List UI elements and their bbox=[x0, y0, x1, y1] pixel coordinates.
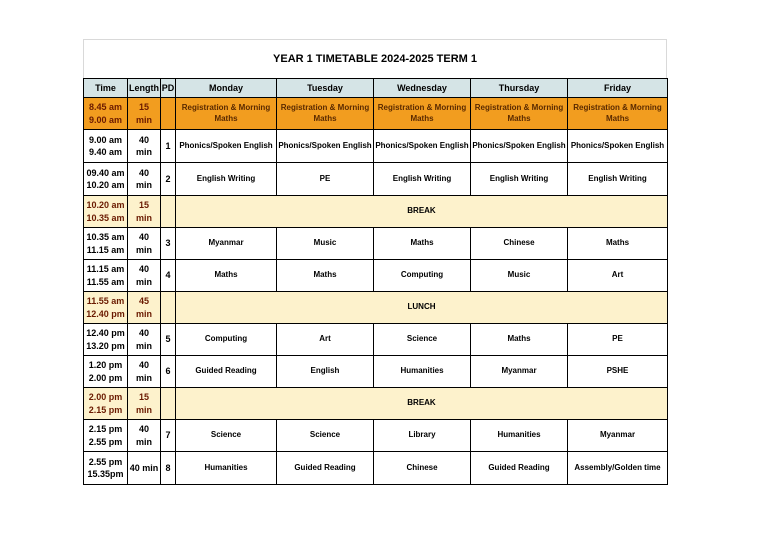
lesson-tuesday: Music bbox=[277, 228, 374, 260]
time-end: 2.15 pm bbox=[88, 404, 123, 415]
lesson-tuesday: Maths bbox=[277, 260, 374, 292]
length-unit: min bbox=[135, 180, 152, 190]
length-value: 40 bbox=[138, 264, 149, 275]
time-cell bbox=[84, 163, 128, 196]
lesson-wednesday: Computing bbox=[374, 260, 471, 292]
lesson-friday: Phonics/Spoken English bbox=[568, 130, 668, 163]
timetable-row bbox=[84, 388, 668, 420]
period-cell: 5 bbox=[161, 324, 176, 356]
lesson-thursday: Humanities bbox=[471, 420, 568, 452]
length-cell bbox=[128, 98, 161, 130]
length-unit: min bbox=[135, 372, 152, 383]
length-cell bbox=[128, 356, 161, 388]
period-cell: 7 bbox=[161, 420, 176, 452]
time-end: 10.20 am bbox=[86, 180, 125, 190]
time-cell bbox=[84, 388, 128, 420]
lesson-thursday: English Writing bbox=[471, 163, 568, 196]
length-cell bbox=[128, 324, 161, 356]
timetable-row bbox=[84, 196, 668, 228]
length-unit: min bbox=[135, 276, 152, 287]
lesson-tuesday: Registration & Morning Maths bbox=[277, 98, 374, 130]
header-time: Time bbox=[84, 79, 128, 98]
length-value: 40 bbox=[138, 134, 149, 145]
period-cell: 1 bbox=[161, 130, 176, 163]
timetable-row bbox=[84, 98, 668, 130]
time-end: 9.40 am bbox=[88, 147, 123, 157]
length-unit: min bbox=[135, 212, 152, 223]
lesson-friday: PSHE bbox=[568, 356, 668, 388]
header-tuesday: Tuesday bbox=[277, 79, 374, 98]
period-cell bbox=[161, 388, 176, 420]
time-start: 1.20 pm bbox=[88, 360, 123, 371]
break-label: BREAK bbox=[176, 388, 668, 420]
time-end: 13.20 pm bbox=[86, 340, 125, 351]
lesson-friday: Assembly/Golden time bbox=[568, 452, 668, 485]
period-cell: 6 bbox=[161, 356, 176, 388]
lesson-thursday: Chinese bbox=[471, 228, 568, 260]
length-unit: min bbox=[135, 308, 152, 319]
timetable-sheet bbox=[83, 39, 667, 485]
timetable-row bbox=[84, 324, 668, 356]
length-cell bbox=[128, 228, 161, 260]
period-cell: 8 bbox=[161, 452, 176, 485]
length-unit: min bbox=[135, 404, 152, 415]
lesson-monday: English Writing bbox=[176, 163, 277, 196]
time-start: 2.00 pm bbox=[88, 392, 123, 403]
lesson-monday: Myanmar bbox=[176, 228, 277, 260]
time-cell bbox=[84, 130, 128, 163]
lesson-tuesday: English bbox=[277, 356, 374, 388]
time-end: 9.00 am bbox=[88, 114, 123, 125]
lesson-thursday: Myanmar bbox=[471, 356, 568, 388]
length-cell bbox=[128, 420, 161, 452]
lesson-wednesday: Maths bbox=[374, 228, 471, 260]
time-cell bbox=[84, 420, 128, 452]
time-cell bbox=[84, 324, 128, 356]
timetable-row bbox=[84, 130, 668, 163]
length-value: 40 bbox=[138, 360, 149, 371]
time-start: 11.55 am bbox=[86, 296, 125, 307]
header-length: Length bbox=[128, 79, 161, 98]
header-pd: PD bbox=[161, 79, 176, 98]
lesson-thursday: Guided Reading bbox=[471, 452, 568, 485]
timetable-row bbox=[84, 228, 668, 260]
length-value: 40 bbox=[138, 424, 149, 435]
lesson-monday: Computing bbox=[176, 324, 277, 356]
time-start: 8.45 am bbox=[88, 102, 123, 113]
lesson-friday: Maths bbox=[568, 228, 668, 260]
header-wednesday: Wednesday bbox=[374, 79, 471, 98]
lesson-wednesday: Humanities bbox=[374, 356, 471, 388]
time-end: 11.15 am bbox=[86, 244, 125, 255]
lesson-monday: Maths bbox=[176, 260, 277, 292]
time-end: 2.00 pm bbox=[88, 372, 123, 383]
lesson-monday: Phonics/Spoken English bbox=[176, 130, 277, 163]
length-value: 15 bbox=[138, 102, 149, 113]
length-cell bbox=[128, 388, 161, 420]
time-start: 2.55 pm bbox=[88, 456, 123, 467]
lesson-wednesday: Chinese bbox=[374, 452, 471, 485]
header-row bbox=[84, 79, 668, 98]
time-start: 10.20 am bbox=[86, 200, 125, 211]
length-unit: min bbox=[135, 436, 152, 447]
lesson-monday: Science bbox=[176, 420, 277, 452]
timetable-title: YEAR 1 TIMETABLE 2024-2025 TERM 1 bbox=[83, 39, 667, 78]
header-thursday: Thursday bbox=[471, 79, 568, 98]
length-cell bbox=[128, 260, 161, 292]
period-cell: 3 bbox=[161, 228, 176, 260]
time-start: 9.00 am bbox=[88, 134, 123, 145]
lesson-thursday: Registration & Morning Maths bbox=[471, 98, 568, 130]
timetable-row bbox=[84, 420, 668, 452]
length-value: 15 bbox=[138, 200, 149, 211]
length-unit: min bbox=[135, 114, 152, 125]
lesson-monday: Guided Reading bbox=[176, 356, 277, 388]
length-cell bbox=[128, 196, 161, 228]
period-cell bbox=[161, 292, 176, 324]
time-end: 10.35 am bbox=[86, 212, 125, 223]
length-value: 15 bbox=[138, 392, 149, 403]
period-cell bbox=[161, 98, 176, 130]
time-start: 12.40 pm bbox=[86, 328, 125, 339]
period-cell: 4 bbox=[161, 260, 176, 292]
break-label: LUNCH bbox=[176, 292, 668, 324]
time-cell bbox=[84, 228, 128, 260]
time-end: 2.55 pm bbox=[88, 436, 123, 447]
header-friday: Friday bbox=[568, 79, 668, 98]
lesson-wednesday: Library bbox=[374, 420, 471, 452]
lesson-tuesday: PE bbox=[277, 163, 374, 196]
lesson-tuesday: Art bbox=[277, 324, 374, 356]
time-start: 11.15 am bbox=[86, 264, 125, 275]
timetable-row bbox=[84, 260, 668, 292]
lesson-wednesday: English Writing bbox=[374, 163, 471, 196]
time-start: 09.40 am bbox=[86, 167, 125, 178]
length-unit: min bbox=[135, 244, 152, 255]
lesson-thursday: Music bbox=[471, 260, 568, 292]
lesson-friday: English Writing bbox=[568, 163, 668, 196]
time-end: 12.40 pm bbox=[86, 308, 125, 319]
timetable-table bbox=[83, 78, 668, 485]
time-end: 15.35pm bbox=[87, 469, 124, 479]
time-start: 10.35 am bbox=[86, 232, 125, 243]
length-value: 40 min bbox=[129, 462, 159, 473]
lesson-friday: Myanmar bbox=[568, 420, 668, 452]
length-cell bbox=[128, 163, 161, 196]
length-value: 40 bbox=[138, 328, 149, 339]
period-cell: 2 bbox=[161, 163, 176, 196]
lesson-monday: Registration & Morning Maths bbox=[176, 98, 277, 130]
lesson-tuesday: Science bbox=[277, 420, 374, 452]
length-unit: min bbox=[135, 147, 152, 157]
time-cell bbox=[84, 356, 128, 388]
time-cell bbox=[84, 98, 128, 130]
header-monday: Monday bbox=[176, 79, 277, 98]
length-value: 45 bbox=[138, 296, 149, 307]
time-start: 2.15 pm bbox=[88, 424, 123, 435]
length-unit: min bbox=[135, 340, 152, 351]
lesson-tuesday: Phonics/Spoken English bbox=[277, 130, 374, 163]
lesson-thursday: Phonics/Spoken English bbox=[471, 130, 568, 163]
timetable-row bbox=[84, 452, 668, 485]
length-cell bbox=[128, 292, 161, 324]
timetable-row bbox=[84, 292, 668, 324]
lesson-friday: PE bbox=[568, 324, 668, 356]
time-cell bbox=[84, 260, 128, 292]
lesson-friday: Registration & Morning Maths bbox=[568, 98, 668, 130]
lesson-thursday: Maths bbox=[471, 324, 568, 356]
length-cell bbox=[128, 130, 161, 163]
lesson-monday: Humanities bbox=[176, 452, 277, 485]
time-end: 11.55 am bbox=[86, 276, 125, 287]
time-cell bbox=[84, 196, 128, 228]
length-value: 40 bbox=[138, 232, 149, 243]
lesson-friday: Art bbox=[568, 260, 668, 292]
length-cell bbox=[128, 452, 161, 485]
length-value: 40 bbox=[138, 167, 149, 178]
break-label: BREAK bbox=[176, 196, 668, 228]
period-cell bbox=[161, 196, 176, 228]
lesson-wednesday: Registration & Morning Maths bbox=[374, 98, 471, 130]
time-cell bbox=[84, 452, 128, 485]
timetable-row bbox=[84, 356, 668, 388]
timetable-row bbox=[84, 163, 668, 196]
lesson-wednesday: Science bbox=[374, 324, 471, 356]
lesson-tuesday: Guided Reading bbox=[277, 452, 374, 485]
lesson-wednesday: Phonics/Spoken English bbox=[374, 130, 471, 163]
time-cell bbox=[84, 292, 128, 324]
